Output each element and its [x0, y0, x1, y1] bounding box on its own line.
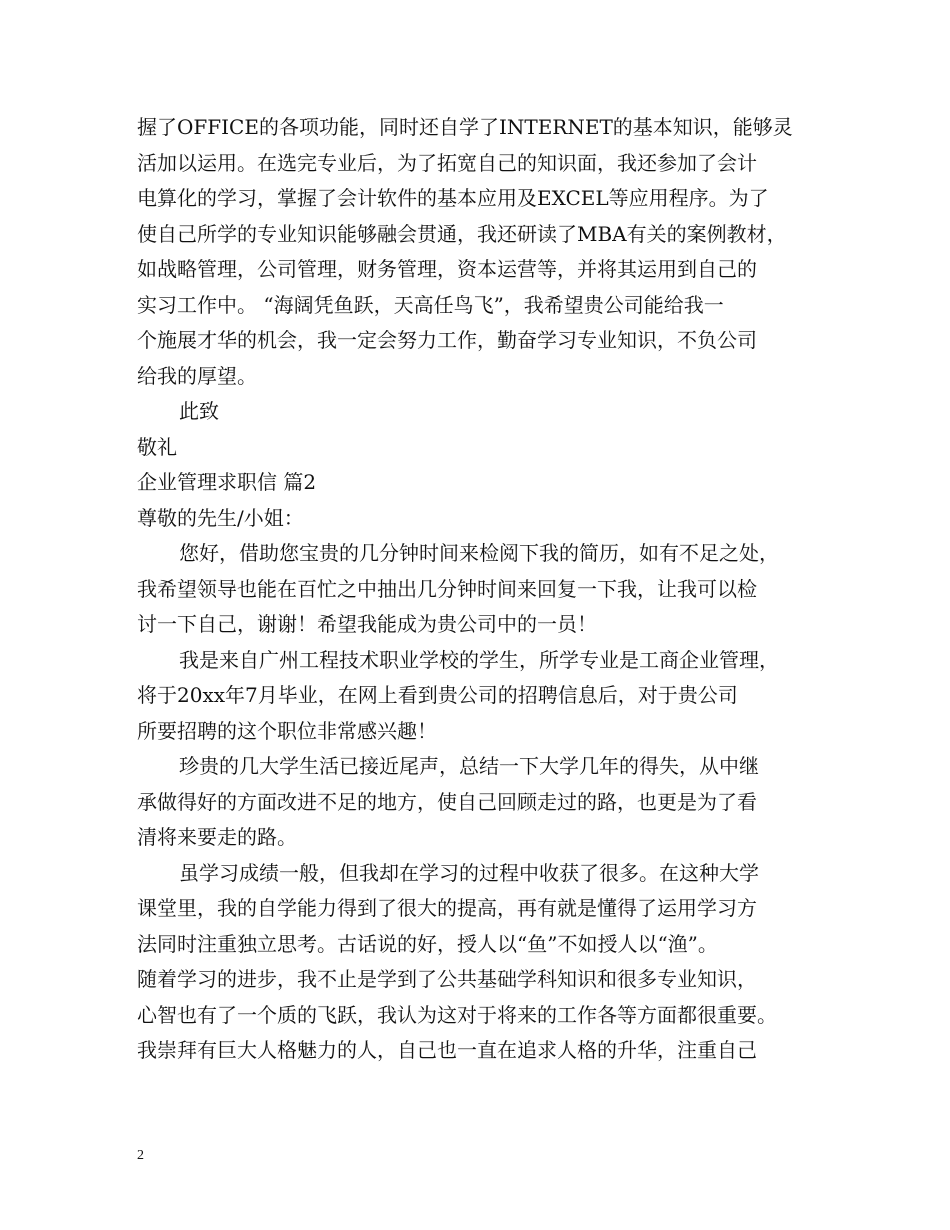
text-line: 课堂里，我的自学能力得到了很大的提高，再有就是懂得了运用学习方 — [137, 896, 757, 920]
paragraph-start: 您好，借助您宝贵的几分钟时间来检阅下我的简历，如有不足之处， — [179, 541, 779, 565]
text-line: 讨一下自己，谢谢！希望我能成为贵公司中的一员！ — [137, 612, 597, 636]
document-body — [137, 110, 837, 1069]
paragraph-start: 虽学习成绩一般，但我却在学习的过程中收获了很多。在这种大学 — [179, 860, 759, 885]
text-line: 电算化的学习，掌握了会计软件的基本应用及EXCEL等应用程序。为了 — [137, 186, 769, 210]
text-line: 活加以运用。在选完专业后，为了拓宽自己的知识面，我还参加了会计 — [137, 150, 757, 175]
text-line: 实习工作中。 “海阔凭鱼跃，天高任鸟飞”，我希望贵公司能给我一 — [137, 292, 724, 317]
text-line: 将于20xx年7月毕业，在网上看到贵公司的招聘信息后，对于贵公司 — [137, 683, 738, 707]
text-line: 所要招聘的这个职位非常感兴趣！ — [137, 718, 437, 743]
text-line: 如战略管理，公司管理，财务管理，资本运营等，并将其运用到自己的 — [137, 257, 757, 281]
text-line: 我希望领导也能在百忙之中抽出几分钟时间来回复一下我，让我可以检 — [137, 576, 757, 601]
text-line: 握了OFFICE的各项功能，同时还自学了INTERNET的基本知识，能够灵 — [137, 115, 793, 139]
text-line: 给我的厚望。 — [137, 363, 257, 388]
closing-regards: 敬礼 — [137, 434, 177, 459]
text-line: 心智也有了一个质的飞跃，我认为这对于将来的工作各等方面都很重要。 — [137, 1002, 777, 1027]
page-number: 2 — [137, 1148, 144, 1163]
text-line: 清将来要走的路。 — [137, 825, 297, 849]
text-line: 个施展才华的机会，我一定会努力工作，勤奋学习专业知识，不负公司 — [137, 328, 757, 352]
paragraph-start: 珍贵的几大学生活已接近尾声，总结一下大学几年的得失，从中继 — [179, 754, 759, 778]
text-line: 法同时注重独立思考。古话说的好，授人以“鱼”不如授人以“渔”。 — [137, 931, 718, 956]
text-line: 使自己所学的专业知识能够融会贯通，我还研读了MBA有关的案例教材， — [137, 221, 787, 246]
letter-greeting: 尊敬的先生/小姐： — [137, 505, 304, 530]
closing-salutation: 此致 — [179, 399, 219, 423]
text-line: 承做得好的方面改进不足的地方，使自己回顾走过的路，也更是为了看 — [137, 789, 757, 814]
text-line: 随着学习的进步，我不止是学到了公共基础学科知识和很多专业知识， — [137, 967, 757, 991]
text-line: 我崇拜有巨大人格魅力的人，自己也一直在追求人格的升华，注重自己 — [137, 1038, 757, 1062]
paragraph-start: 我是来自广州工程技术职业学校的学生，所学专业是工商企业管理， — [179, 647, 779, 672]
section-title: 企业管理求职信 篇2 — [137, 470, 317, 494]
